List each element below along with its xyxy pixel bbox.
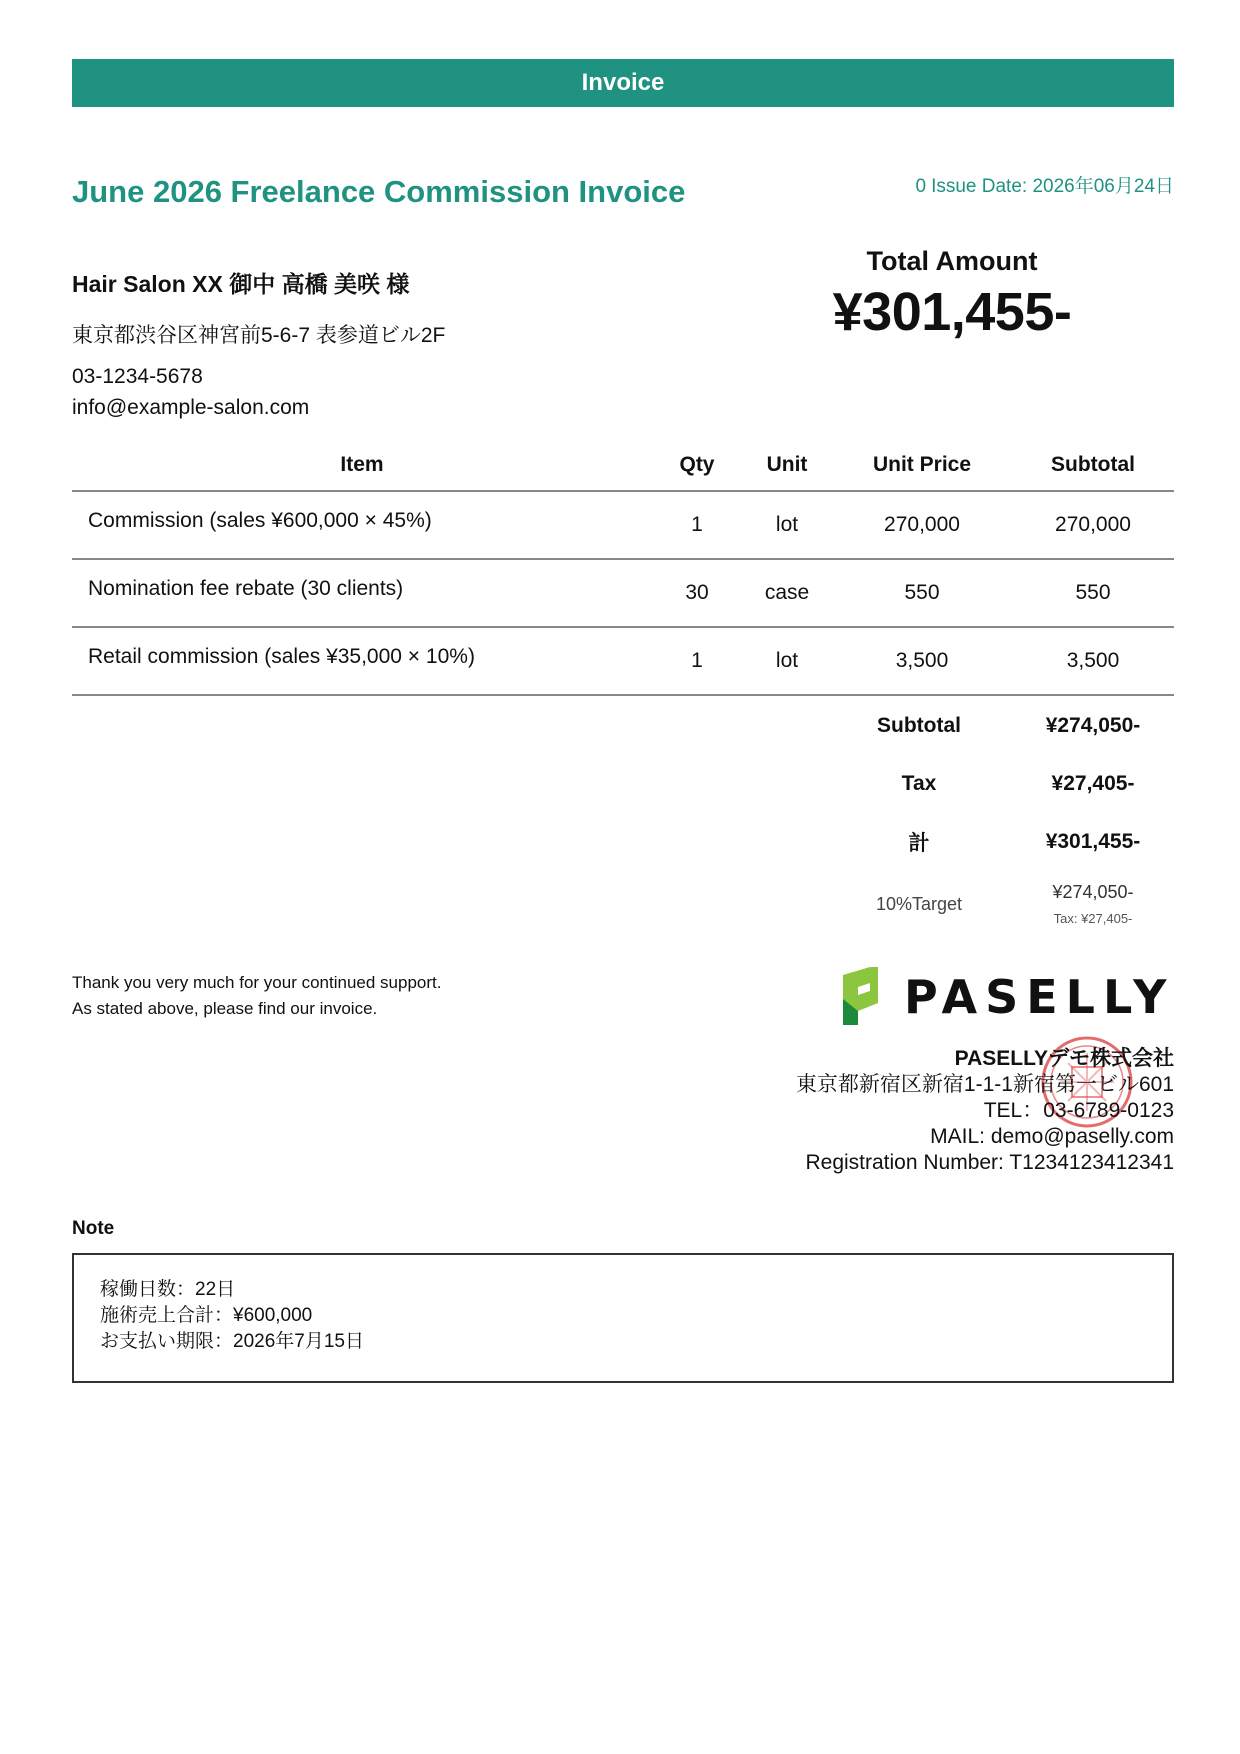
summary-tax-row	[826, 755, 1174, 813]
client-block	[72, 266, 445, 420]
invoice-header-bar: Invoice	[72, 59, 1174, 107]
thank-you-line-1: Thank you very much for your continued support.	[72, 973, 442, 992]
note-line: 施術売上合計：¥600,000	[100, 1305, 313, 1326]
thank-you-line-2: As stated above, please find our invoice.	[72, 999, 378, 1018]
client-address: 東京都渋谷区神宮前5-6-7 表参道ビル2F	[72, 324, 446, 347]
tax-target-row	[826, 882, 1174, 926]
paselly-logo	[840, 965, 1174, 1027]
document-title: June 2026 Freelance Commission Invoice	[72, 174, 686, 209]
items-table	[72, 440, 1174, 696]
total-amount-label: Total Amount	[866, 246, 1038, 276]
table-row	[72, 628, 1174, 696]
thank-you-message	[72, 970, 441, 1022]
summary-block	[826, 697, 1174, 871]
header-item: Item	[340, 453, 384, 476]
row-subtotal: 270,000	[1055, 513, 1131, 536]
logo-wordmark: PASELLY	[904, 970, 1174, 1024]
summary-tax-value: ¥27,405-	[1051, 772, 1135, 795]
row-unit: case	[764, 581, 810, 604]
issue-date-text: Issue Date: 2026年06月24日	[931, 176, 1174, 197]
company-address: 東京都新宿区新宿1-1-1新宿第一ビル601	[795, 1073, 1174, 1096]
row-unit: lot	[775, 513, 799, 536]
row-item: Retail commission (sales ¥35,000 × 10%)	[88, 645, 475, 668]
company-info	[796, 1046, 1174, 1176]
summary-tax-label: Tax	[901, 772, 937, 795]
company-tel: TEL：03-6789-0123	[983, 1099, 1174, 1122]
summary-subtotal-value: ¥274,050-	[1045, 714, 1141, 737]
row-unit-price: 270,000	[884, 513, 960, 536]
header-unit-price: Unit Price	[872, 453, 972, 476]
header-qty: Qty	[679, 453, 715, 476]
table-row	[72, 492, 1174, 560]
row-unit-price: 550	[904, 581, 940, 604]
row-subtotal: 3,500	[1066, 649, 1120, 672]
invoice-number: 0	[915, 176, 927, 197]
row-unit: lot	[775, 649, 799, 672]
summary-total-label: 計	[908, 832, 930, 855]
row-qty: 1	[691, 513, 703, 536]
table-row	[72, 560, 1174, 628]
row-qty: 30	[685, 581, 709, 604]
header-unit: Unit	[766, 453, 808, 476]
note-label: Note	[72, 1218, 115, 1239]
summary-total-row	[826, 813, 1174, 871]
company-mail: MAIL: demo@paselly.com	[930, 1125, 1174, 1148]
row-subtotal: 550	[1075, 581, 1111, 604]
row-item: Nomination fee rebate (30 clients)	[88, 577, 404, 600]
client-name: Hair Salon XX 御中 高橋 美咲 様	[72, 271, 410, 297]
client-phone: 03-1234-5678	[72, 365, 203, 388]
tax-target-tax: Tax: ¥27,405-	[1053, 911, 1133, 926]
summary-subtotal-label: Subtotal	[877, 714, 961, 737]
tax-target-label: 10%Target	[875, 893, 963, 914]
client-email: info@example-salon.com	[72, 396, 310, 419]
items-table-header	[72, 440, 1174, 492]
row-qty: 1	[691, 649, 703, 672]
company-name: PASELLYデモ株式会社	[954, 1047, 1174, 1070]
note-line: お支払い期限：2026年7月15日	[100, 1331, 364, 1352]
header-subtotal: Subtotal	[1051, 453, 1135, 476]
tax-target-amount: ¥274,050-	[1052, 882, 1134, 902]
company-registration-number: Registration Number: T1234123412341	[805, 1151, 1174, 1174]
summary-total-value: ¥301,455-	[1045, 830, 1141, 853]
issue-date	[916, 171, 1175, 198]
summary-subtotal-row	[826, 697, 1174, 755]
row-unit-price: 3,500	[895, 649, 949, 672]
note-box	[72, 1253, 1174, 1383]
note-line: 稼働日数：22日	[100, 1279, 236, 1300]
total-amount-value: ¥301,455-	[832, 282, 1072, 342]
row-item: Commission (sales ¥600,000 × 45%)	[88, 509, 432, 532]
total-amount-box	[790, 246, 1114, 343]
tax-target-values	[1012, 882, 1174, 926]
